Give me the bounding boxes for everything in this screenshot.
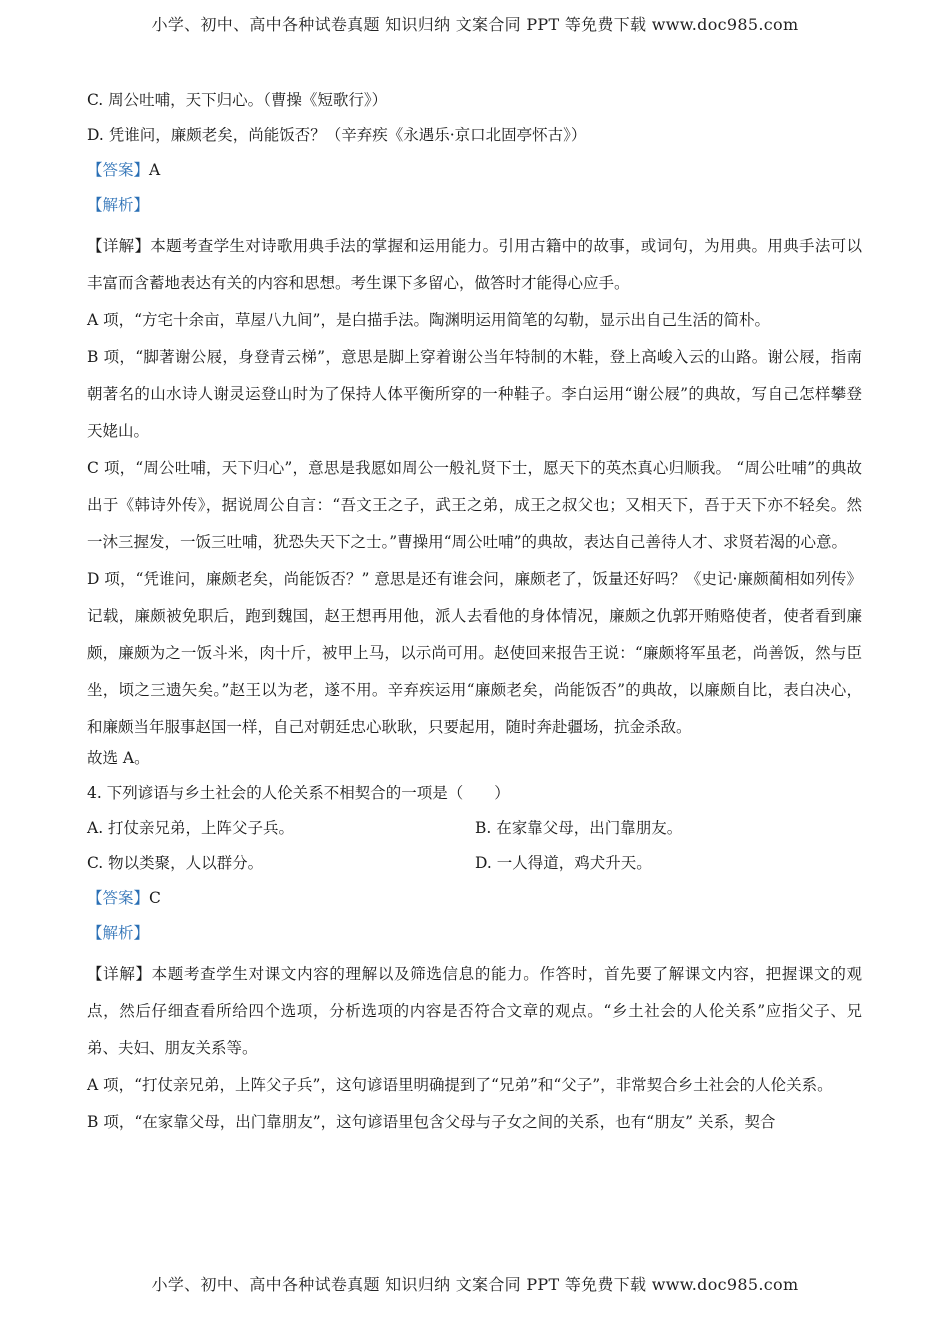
detail-text: 本题考查学生对诗歌用典手法的掌握和运用能力。引用古籍中的故事，或词句，为用典。用典手法可以丰富而含蓄地表达有关的内容和思想。考生课下多留心，做答时才能得心应手。: [87, 237, 862, 292]
q4-option-d: D. 一人得道，鸡犬升天。: [475, 854, 652, 872]
q4-item-a: A 项，“打仗亲兄弟，上阵父子兵”，这句谚语里明确提到了“兄弟”和“父子”，非常契合乡土社会的人伦关系。: [87, 1076, 833, 1094]
q4-analysis-tag: [87, 921, 862, 956]
q3-detail: [87, 228, 862, 302]
q4-item-b: B 项，“在家靠父母，出门靠朋友”，这句谚语里包含父母与子女之间的关系，也有“朋友” 关系，契合: [87, 1113, 776, 1131]
detail-tag: 【详解】: [87, 965, 152, 983]
q3-answer: [87, 158, 862, 193]
analysis-tag: 【解析】: [87, 196, 150, 214]
q3-option-d: D. 凭谁问，廉颇老矣，尚能饭否？（辛弃疾《永遇乐·京口北固亭怀古》）: [87, 126, 587, 144]
q3-option-c: C. 周公吐哺，天下归心。（曹操《短歌行》）: [87, 91, 388, 109]
q3-item-d: D 项，“凭谁问，廉颇老矣，尚能饭否？” 意思是还有谁会问，廉颇老了，饭量还好吗？《史记·廉颇蔺相如列传》记载，廉颇被免职后，跑到魏国，赵王想再用他，派人去看他的身体情况，廉颇之仇郭开贿赂使者，使者看到廉颇，廉颇为之一饭斗米，肉十斤，被甲上马，以示尚可用。赵使回来报告王说：“廉颇将军虽老，尚善饭，然与臣坐，顷之三遗矢矣。”赵王以为老，遂不用。辛弃疾运用“廉颇老矣，尚能饭否”的典故，以廉颇自比，表白决心，和廉颇当年服事赵国一样，自己对朝廷忠心耿耿，只要起用，随时奔赴疆场，抗金杀敌。: [87, 570, 862, 736]
page-header: 小学、初中、高中各种试卷真题 知识归纳 文案合同 PPT 等免费下载 www.doc985.com: [151, 15, 799, 34]
q3-item-c: C 项，“周公吐哺，天下归心”，意思是我愿如周公一般礼贤下士，愿天下的英杰真心归顺我。 “周公吐哺”的典故出于《韩诗外传》，据说周公自言：“吾文王之子，武王之弟，成王之叔父也；又相天下，吾于天下亦不轻矣。然一沐三握发，一饭三吐哺，犹恐失天下之士。”曹操用“周公吐哺”的典故，表达自己善待人才、求贤若渴的心意。: [87, 459, 862, 551]
q3-item-a: A 项，“方宅十余亩，草屋八九间”，是白描手法。陶渊明运用简笔的勾勒，显示出自己生活的简朴。: [87, 311, 770, 329]
q4-options-row-1: [87, 816, 862, 851]
q4-option-b: B. 在家靠父母，出门靠朋友。: [475, 819, 683, 837]
q3-item-b: B 项，“脚著谢公屐，身登青云梯”，意思是脚上穿着谢公当年特制的木鞋，登上高峻入云的山路。谢公屐，指南朝著名的山水诗人谢灵运登山时为了保持人体平衡所穿的一种鞋子。李白运用“谢公屐”的典故，写自己怎样攀登天姥山。: [87, 348, 862, 440]
q4-detail: [87, 956, 862, 1067]
answer-tag: 【答案】: [87, 889, 150, 907]
answer-tag: 【答案】: [87, 161, 150, 179]
document-body: [87, 88, 862, 1141]
answer-value: A: [149, 161, 161, 179]
q4-option-a: A. 打仗亲兄弟，上阵父子兵。: [87, 819, 295, 837]
q3-conclusion: 故选 A。: [87, 749, 150, 767]
q4-answer: [87, 886, 862, 921]
q3-analysis-tag: [87, 193, 862, 228]
q4-options-row-2: [87, 851, 862, 886]
page-footer: 小学、初中、高中各种试卷真题 知识归纳 文案合同 PPT 等免费下载 www.doc985.com: [151, 1275, 799, 1294]
answer-value: C: [149, 889, 161, 907]
detail-tag: 【详解】: [87, 237, 151, 255]
analysis-tag: 【解析】: [87, 924, 150, 942]
q4-option-c: C. 物以类聚，人以群分。: [87, 854, 264, 872]
detail-text: 本题考查学生对课文内容的理解以及筛选信息的能力。作答时，首先要了解课文内容，把握课文的观点，然后仔细查看所给四个选项，分析选项的内容是否符合文章的观点。“乡土社会的人伦关系”应指父子、兄弟、夫妇、朋友关系等。: [87, 965, 862, 1057]
q4-stem: 4. 下列谚语与乡土社会的人伦关系不相契合的一项是（ ）: [87, 784, 510, 802]
